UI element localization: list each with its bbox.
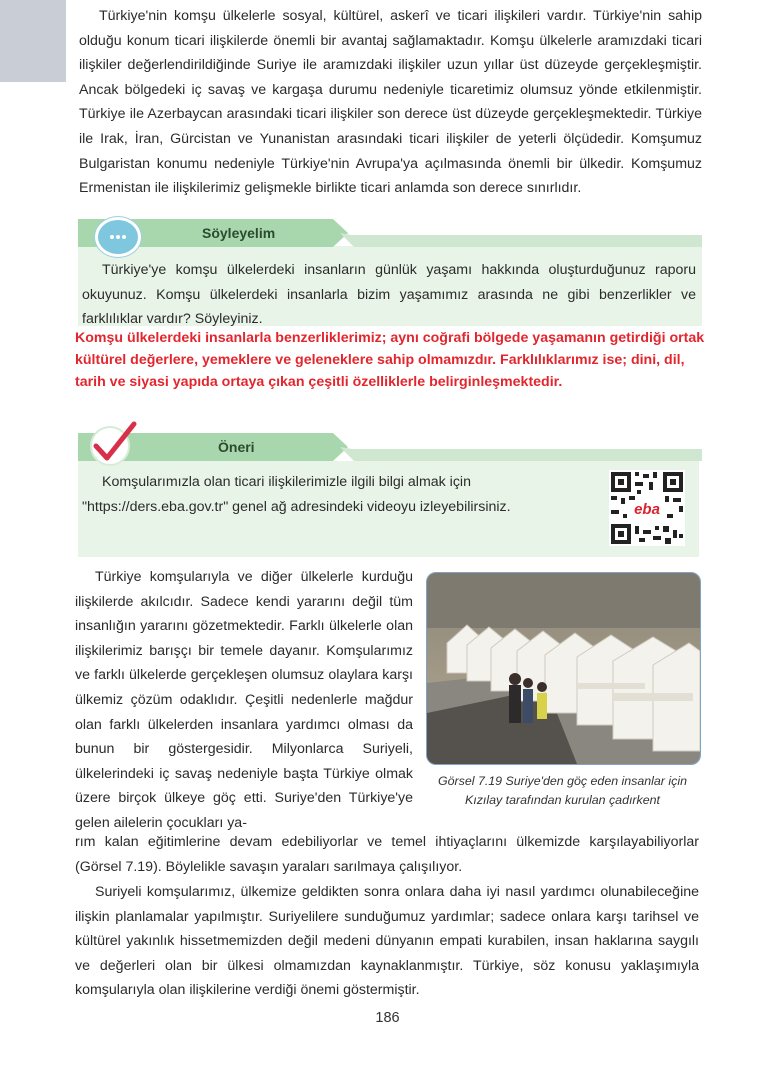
body-paragraph-2: Suriyeli komşularımız, ülkemize geldikten sonra onlara daha iyi nasıl yardımcı olunabileceğine ilişkin planlamalar yapılmıştır. Suriyelilere sunduğumuz yardımlar; sadece onlara karşı tarihsel ve kültürel yakınlık hissetmemizden değil medeni dünyanın empati kurabilen, insan haklarına saygılı ve değerleri olan bir ülkesi olmamızdan kaynaklanmıştır. Türkiye, söz konusu yaklaşımıyla komşularıyla olan ilişkilerine verdiği önemi göstermiştir.: [75, 884, 699, 999]
checkmark-icon: [88, 420, 140, 466]
page-number: 186: [375, 1010, 400, 1026]
soyleyelim-title: Söyleyelim: [202, 225, 276, 241]
header-band-shape: [78, 433, 702, 463]
oneri-text: Komşularımızla olan ticari ilişkilerimizle ilgili bilgi almak için "https://ders.eba.gov.tr" genel ağ adresindeki videoyu izleyebilirsiniz.: [82, 474, 511, 515]
soyleyelim-text: Türkiye'ye komşu ülkelerdeki insanların günlük yaşamı hakkında oluşturduğunuz raporu okuyunuz. Komşu ülkelerdeki insanlarla bizim yaşamımız arasında ne gibi benzerlikler ve farklılıklar vardır? Söyleyiniz.: [82, 262, 696, 328]
corner-tab: [0, 0, 66, 82]
speech-bubble-icon: [95, 217, 141, 257]
soyleyelim-header: [78, 219, 702, 247]
intro-paragraph: Türkiye'nin komşu ülkelerle sosyal, kültürel, askerî ve ticari ilişkileri vardır. Türkiye'nin sahip olduğu konum ticari ilişkilerde önemli bir avantaj sağlamaktadır. Komşu ülkelerle aramızdaki ticari ilişkiler değerlendirildiğinde Suriye ile aramızdaki ilişkiler uzun yıllar üst düzeyde gerçekleşmiştir. Ancak bölgedeki iç savaş ve kargaşa durumu nedeniyle ticaretimiz olumsuz yönde etkilenmiştir. Türkiye ile Azerbaycan arasındaki ticari ilişkiler son derece üst düzeyde gerçekleşmektedir. Türkiye ile Irak, İran, Gürcistan ve Yunanistan arasındaki ticari ilişkiler de yeterli ölçüdedir. Komşumuz Bulgaristan konumu nedeniyle Türkiye'nin Avrupa'ya açılmasında önemli bir ülkedir. Komşumuz Ermenistan ile ilişkilerimiz gelişmekle birlikte ticari anlamda son derece sınırlıdır.: [79, 8, 702, 197]
qr-code[interactable]: [609, 470, 685, 546]
header-band-shape: [78, 219, 702, 249]
figure-caption: Görsel 7.19 Suriye'den göç eden insanlar için Kızılay tarafından kurulan çadırkent: [438, 774, 687, 807]
refugee-camp-photo: [426, 572, 701, 765]
oneri-title: Öneri: [218, 439, 255, 455]
eba-logo: eba: [634, 501, 660, 518]
oneri-header: [78, 433, 702, 461]
body-paragraph-1: Türkiye komşularıyla ve diğer ülkelerle kurduğu ilişkilerde akılcıdır. Sadece kendi yararını değil tüm insanlığın yararını gözetmektedir. Farklı ülkelerle olan ilişkilerimiz barışçı bir temele dayanır. Komşularımız ve farklı ülkelerde gerçekleşen olumsuz olaylara karşı ülkemiz çözüm odaklıdır. Çeşitli nedenlerle mağdur olan farklı ülkelerden insanlara yardımcı olması da bunun bir göstergesidir. Milyonlarca Suriyeli, ülkelerindeki iç savaş nedeniyle başta Türkiye olmak üzere birçok ülkeye göç etti. Suriye'den Türkiye'ye gelen ailelerin çocukları ya-: [75, 569, 413, 831]
handwritten-answer: Komşu ülkelerdeki insanlarla benzerliklerimiz; aynı coğrafi bölgede yaşamanın getirdiği ortak kültürel değerlere, yemeklere ve geleneklere sahip olmamızdır. Farklılıklarımız ise; dini, dil, tarih ve siyasi yapıda ortaya çıkan çeşitli özelliklerle belirginleşmektedir.: [75, 330, 705, 390]
body-paragraph-1-continued: rım kalan eğitimlerine devam edebiliyorlar ve temel ihtiyaçlarını ülkemizde karşılayabiliyorlar (Görsel 7.19). Böylelikle savaşın yaraları sarılmaya çalışılıyor.: [75, 834, 699, 875]
